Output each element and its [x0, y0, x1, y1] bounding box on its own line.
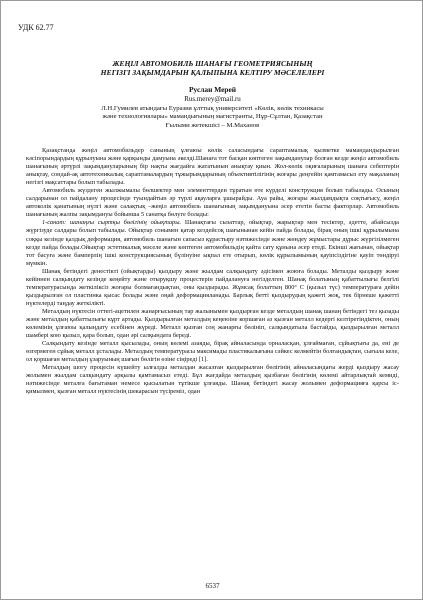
article-body: [26, 147, 399, 396]
article-title: [41, 59, 384, 77]
author-name: Руслан Мерей: [188, 85, 237, 94]
paragraph: Қазақстанда жеңіл автомобильдер санының ұлғаюы көлік саласындағы сараптамалық қызметке мамандандырылған кәсіпорындардың құрылуына және қарқынды дамуына әкелді.Шанаға тот басқан көптеген зақымданулар болған кезде жеңіл автомобиль шанағының әртүрлі зақымдануларының бір нақты жағдайға жататынын анықтау қиын. Жол-көлік оқиғаларының шанаға себептерін анықтау, сондай-ақ автотехникалық сараптамалардың тұжырымдарының объективтілігінің жоғары деңгейін қамтамасыз ету мақаланың негізгі мақсаттары болып табылады.: [26, 147, 399, 187]
paragraph: Металдың нүктесін оттегі-ацетилен жанарғысының тар жалынымен қыздырған кезде металдың шанақ шанаң бетіндегі тез қызады және металдың қабаттылығы кұрт артады. Қыздырылған металдың кеңеюіне коршаған аз қызған металл кедергі келтіретіндіктен, оның көлемінің ұлғаюы қалыңдату есебінен жүреді. Металл қызған соң жанарғы бөлініп, салқындатыла бастайды, қыздырылған металл шамбері кою қызыл, қара болып, одан әрі салқындата береді.: [26, 307, 399, 340]
paragraph: Шанақ бетіндегі денестікті (ойықтарды) қыздыру және жылдам салқындату әдісімен жоюға болады. Металды қыздыру және кейіннен салқындату кезінде кеңейту және отыруқшу процестерін пайдалануға негізделген. Шанақ болатының қабаттылығы белгілі температурасында жеткіліксіз жоғары болмағандықтан, оны қыздырады. Жұмсақ болаттың 800° С (қызыл түс) температураға дейін қыздырылған ол пластинка қысас болады және оңай деформацияланады. Барлық бетті қыздырудың қажеті жоқ, тек бірнеше қажетті нүктелерді таңдау жеткілікті.: [26, 267, 399, 307]
affiliation: [31, 105, 394, 130]
affiliation-line: Л.Н.Гумилев атындағы Еуразия ұлттық университеті «Көлік, көлік техникасы: [101, 105, 324, 112]
category-heading: 1-санат: шанаңғы сыртқы бөлігінің ойықтары.: [42, 219, 182, 227]
paragraph: Салқындату кезінде металл қысылады, оның көлемі азаяды, бірақ айналасында орналасқан, ұлғаймаған, сұйықтығы да, ені де өзгермеген сұйық металл ұсталады. Металдың температурасы максимады пластикалығына сәйкес келмейтін болғандықтан, сығыла келе, ол қоршаған металдың ұзаруының шағын бөлігін өзіне сіңіреді [1].: [26, 340, 399, 364]
title-line: ЖЕҢІЛ АВТОМОБИЛЬ ШАНАҒЫ ГЕОМЕТРИЯСЫНЫҢ: [112, 59, 313, 68]
paragraph: Металдың шогу процесін күшейту ылғалды металдан жасалған қыздырылған бөлігінің айналасындағы жерді қыздыру жасау жолымен жылдам салқындату арқылы қамтамасыз етеді. Бұл жағдайда металдың қызбаған бөлігінің көлемі айтарлықтай кемиді, нәтижесінде металға бағытаман немесе қысылатын тұтікше ұлғаяды. Шанақ бетіндегі жасау жолымен деформацияға қарсы іс-қимылмен, қызған металл нүктесінің шекарасын түсіреміз, одан: [26, 364, 399, 396]
title-line: НЕГІЗГІ ЗАҚЫМДАРЫН ҚАЛЫПЫНА КЕЛТІРУ МӘСЕЛЕЛЕРІ: [100, 68, 325, 77]
supervisor-line: Ғылыми жетекшісі – М.Маханов: [165, 121, 260, 129]
paragraph-text: Шанақтағы сызаттар, ойықтар, жарықтар мен тесіктер, әдетте, абайсызда жүргізуде салдары болып табылады. Ойықтар сонымен қатар кездейсоқ шағынынан кейін пайда болады, бірақ оның ішкі құрылымына соққы кезінде қалдық деформация, автомобиль шанағын сапасыз құрастыру нәтижесінде және жөндеу жұмыстары дұрыс жүргізілмеген кезде пайда болады.Ойықтар эстетикалық мәселе және көптеген автомобильдің қайта сату құнына әсер етеді. Екінші жағынан, ойықтар тот басуға және бамперлің ішкі конструкциясының бүлінуіне ықпал ете отырып, көлік құрылымының қауіпсіздігіне қауіп төндіруі мүмкін.: [26, 219, 399, 267]
udk-code: УДК 62.77: [18, 23, 54, 32]
author-email: Rus.merey@mail.ru: [184, 95, 241, 103]
paragraph: [26, 219, 399, 267]
paragraph: Автомобиль жүздеген жылжымалы бөлшектер мен элементтерден тұратын өте күрделі конструкция болып табылады. Осының салдарынан ол пайдалану процесінде туындайтын әр түрлі ақауларға ұшырайды. Ауа райы, жоғары жылдамдықта соқтығысу, жеңіл автоколік қанатының нүлгі және салақтық –жеңіл автомобиль шанағының зақымдануына әсер ететін басты факторлар. Автомобиль шанағының жалпы зақымдануы бойынша 5 санатқа бөлуге болады:: [26, 187, 399, 219]
page-number: 6537: [205, 582, 220, 590]
affiliation-line: және технологиялары» мамандығының магистранты, Нұр-Сұлтан, Қазақстан: [102, 113, 323, 121]
